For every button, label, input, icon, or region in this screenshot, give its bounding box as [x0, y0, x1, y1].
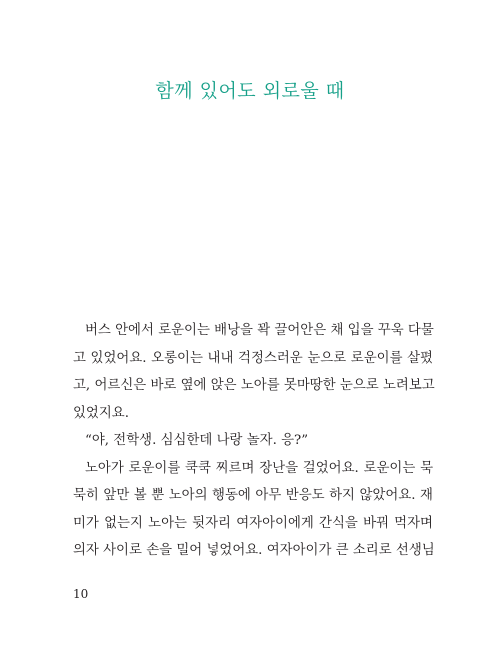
dialogue-line: “야, 전학생. 심심한데 나랑 놀자. 응?”: [85, 433, 309, 448]
body-line: 고 있었어요. 오롱이는 내내 걱정스러운 눈으로 로운이를 살폈: [73, 350, 433, 366]
body-line: 묵히 앞만 볼 뿐 노아의 행동에 아무 반응도 하지 않았어요. 재: [73, 488, 433, 503]
chapter-title: 함께 있어도 외로울 때: [155, 80, 345, 102]
body-line: 미가 없는지 노아는 뒷자리 여자아이에게 간식을 바꿔 먹자며: [73, 515, 433, 531]
body-line: 있었지요.: [73, 405, 129, 421]
page-number: 10: [73, 587, 89, 601]
body-line: 노아가 로운이를 쿡쿡 찌르며 장난을 걸었어요. 로운이는 묵: [85, 460, 433, 476]
body-line: 고, 어르신은 바로 옆에 앉은 노아를 못마땅한 눈으로 노려보고: [73, 378, 435, 393]
body-line: 버스 안에서 로운이는 배낭을 꽉 끌어안은 채 입을 꾸욱 다물: [85, 323, 434, 338]
body-line: 의자 사이로 손을 밀어 넣었어요. 여자아이가 큰 소리로 선생님: [73, 543, 435, 558]
body-text: [73, 317, 433, 565]
